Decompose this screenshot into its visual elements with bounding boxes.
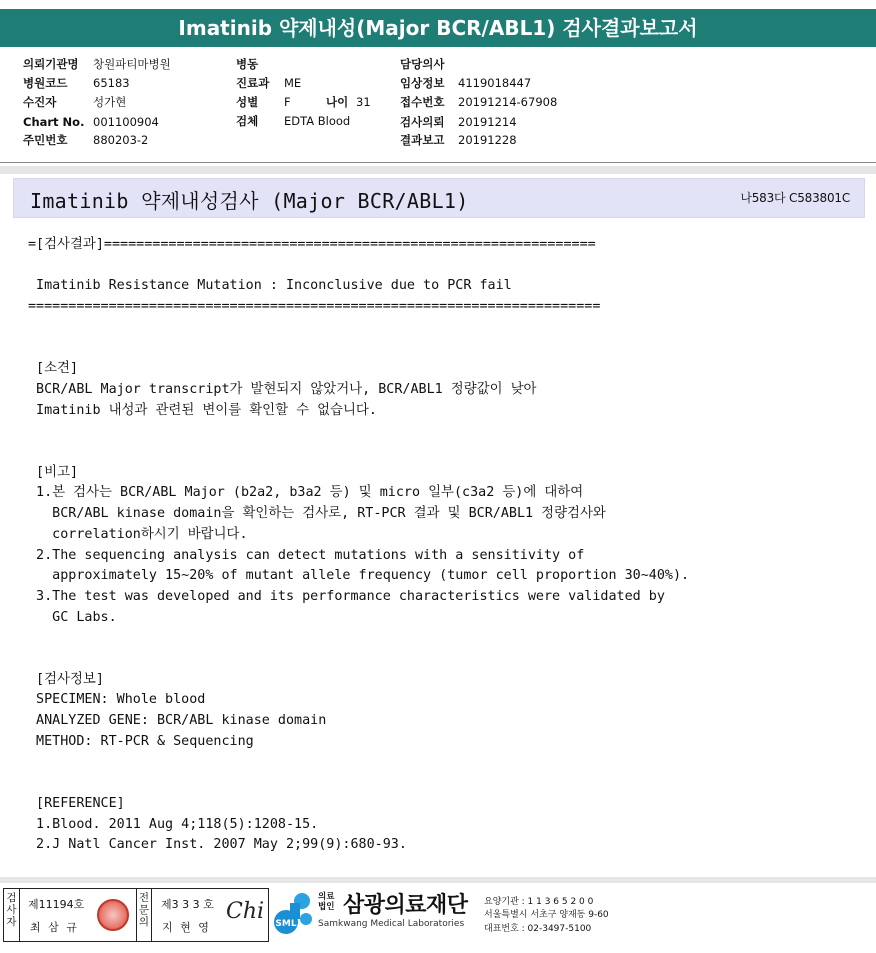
sml-logo-icon <box>272 889 316 939</box>
ward-row <box>236 55 284 73</box>
sex-label: 성별 <box>236 95 259 109</box>
receipt-label: 접수번호 <box>400 95 445 109</box>
receipt-value: 20191214-67908 <box>458 95 558 109</box>
tech-vertical-label: 검사자 <box>4 889 20 941</box>
signature-box <box>3 888 269 942</box>
test-title: Imatinib 약제내성검사 (Major BCR/ABL1) <box>30 189 469 213</box>
dept-value: ME <box>284 76 302 90</box>
result-label: 결과보고 <box>400 133 445 147</box>
age-value: 31 <box>356 95 371 109</box>
chart-row <box>23 113 159 131</box>
chart-label: Chart No. <box>23 115 85 129</box>
seal-stamp-icon <box>97 899 129 931</box>
report-line: 1.본 검사는 BCR/ABL Major (b2a2, b3a2 등) 및 micro 일부(c3a2 등)에 대하여 <box>28 485 584 501</box>
doctor-vertical-label: 전문의 <box>136 889 152 941</box>
report-line: 2.J Natl Cancer Inst. 2007 May 2;99(9):680-93. <box>28 837 407 853</box>
doctor-name: 지 현 영 <box>162 921 211 934</box>
doctor-row <box>400 55 458 73</box>
report-line: METHOD: RT-PCR & Sequencing <box>28 733 254 749</box>
id-label: 주민번호 <box>23 133 68 147</box>
request-value: 20191214 <box>458 115 517 129</box>
report-line: [비고] <box>28 464 79 480</box>
hospital-label: 의뢰기관명 <box>23 57 79 71</box>
name-value: 성가현 <box>93 95 127 109</box>
report-line: =[검사결과]============================================================= <box>28 237 596 252</box>
receipt-row <box>400 93 557 111</box>
sex-row <box>236 93 291 111</box>
test-header <box>13 178 865 218</box>
doctor-license: 제3 3 3 호 <box>161 898 214 911</box>
result-row <box>400 131 517 149</box>
report-line: BCR/ABL kinase domain을 확인하는 검사로, RT-PCR 결과 및 BCR/ABL1 정량검사와 <box>28 506 606 522</box>
request-label: 검사의뢰 <box>400 115 445 129</box>
tech-name: 최 삼 규 <box>30 921 79 934</box>
id-row <box>23 131 148 149</box>
hospital-row <box>23 55 171 73</box>
code-label: 병원코드 <box>23 76 68 90</box>
dept-label: 진료과 <box>236 76 270 90</box>
specimen-row <box>236 112 350 130</box>
report-line: 2.The sequencing analysis can detect mutations with a sensitivity of <box>28 547 585 563</box>
sml-logo-text: SML <box>275 919 297 929</box>
report-line: SPECIMEN: Whole blood <box>28 692 206 708</box>
patient-info-panel <box>0 49 876 163</box>
doctor-label: 담당의사 <box>400 57 445 71</box>
name-row <box>23 93 126 111</box>
code-value: 65183 <box>93 76 130 90</box>
report-line: GC Labs. <box>28 609 117 625</box>
ward-label: 병동 <box>236 57 259 71</box>
report-line: [REFERENCE] <box>28 795 125 811</box>
name-label: 수진자 <box>23 95 57 109</box>
footer-divider <box>0 877 876 883</box>
report-line: ANALYZED GENE: BCR/ABL kinase domain <box>28 713 327 729</box>
report-line: approximately 15~20% of mutant allele frequency (tumor cell proportion 30~40%). <box>28 568 690 584</box>
report-line: 1.Blood. 2011 Aug 4;118(5):1208-15. <box>28 816 319 832</box>
doctor-signature: Chi <box>226 899 265 924</box>
org-english: Samkwang Medical Laboratories <box>318 919 465 929</box>
hospital-value: 창원파티마병원 <box>93 57 171 71</box>
report-line: correlation하시기 바랍니다. <box>28 526 248 542</box>
chart-value: 001100904 <box>93 115 159 129</box>
age-label: 나이 <box>326 95 349 109</box>
age-row <box>326 93 371 111</box>
specimen-label: 검체 <box>236 114 259 128</box>
sex-value: F <box>284 95 291 109</box>
request-row <box>400 113 517 131</box>
tech-license: 제11194호 <box>28 898 85 911</box>
org-phone: 대표번호 : 02-3497-5100 <box>484 924 592 934</box>
inst-code: 요양기관 : 1 1 3 6 5 2 0 0 <box>484 897 594 907</box>
specimen-value: EDTA Blood <box>284 114 351 128</box>
dept-row <box>236 74 301 92</box>
org-name: 삼광의료재단 <box>343 893 468 918</box>
section-divider <box>0 166 876 174</box>
clinical-label: 임상정보 <box>400 76 445 90</box>
report-line: 3.The test was developed and its performance characteristics were validated by <box>28 588 665 604</box>
report-line: [검사정보] <box>28 671 104 687</box>
clinical-row <box>400 74 531 92</box>
test-code: 나583다 C583801C <box>740 191 850 205</box>
report-line: BCR/ABL Major transcript가 발현되지 않았거나, BCR/ABL1 정량값이 낮아 <box>28 381 537 397</box>
org-address: 서울특별시 서초구 양재동 9-60 <box>484 910 609 920</box>
report-line: Imatinib Resistance Mutation : Inconclusive due to PCR fail <box>28 278 512 294</box>
report-line: ======================================================================= <box>28 299 601 315</box>
id-value: 880203-2 <box>93 133 149 147</box>
result-value: 20191228 <box>458 133 517 147</box>
code-row <box>23 74 130 92</box>
report-title: Imatinib 약제내성(Major BCR/ABL1) 검사결과보고서 <box>0 9 876 47</box>
clinical-value: 4119018447 <box>458 76 532 90</box>
report-line: [소견] <box>28 361 79 377</box>
org-prefix: 의료법인 <box>318 892 335 912</box>
report-line: Imatinib 내성과 관련된 변이를 확인할 수 없습니다. <box>28 402 377 418</box>
